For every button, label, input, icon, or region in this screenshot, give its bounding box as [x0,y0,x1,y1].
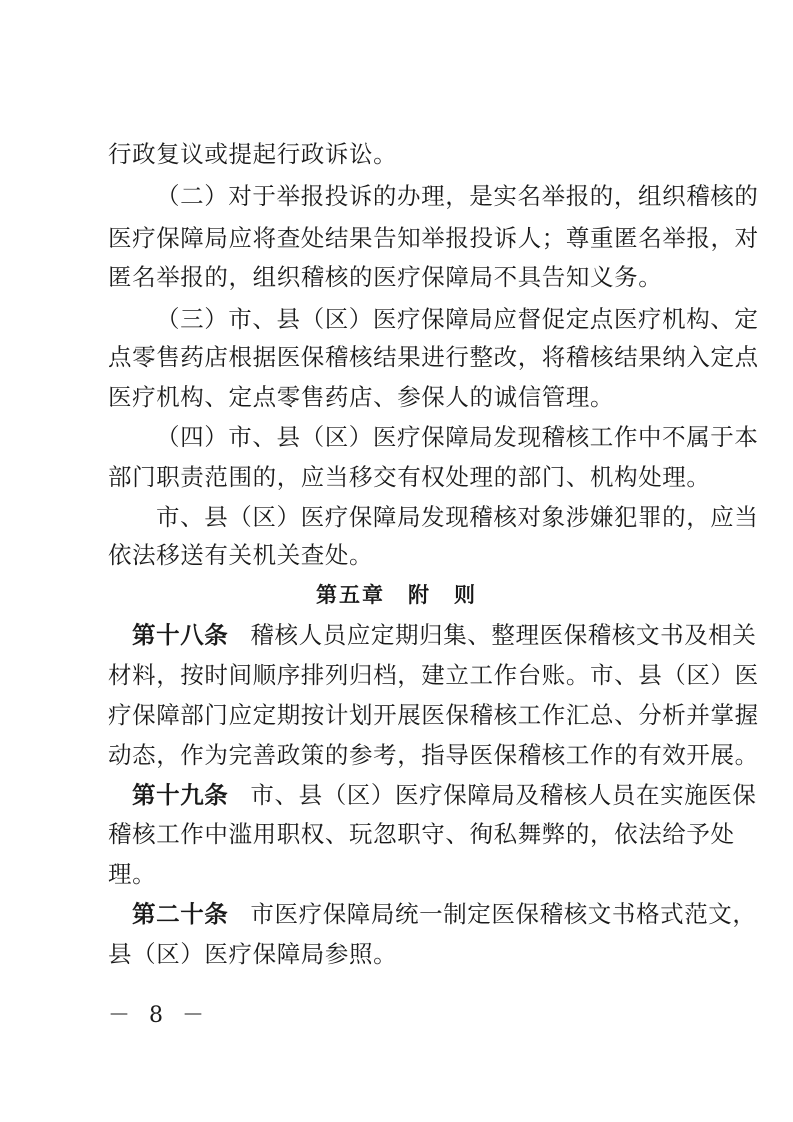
paragraph-line: 稽核工作中滥用职权、玩忽职守、徇私舞弊的，依法给予处 [108,820,735,848]
article-text: 稽核人员应定期归集、整理医保稽核文书及相关 [250,621,757,649]
page-number: － 8 － [108,1003,210,1028]
article-text: 市、县（区）医疗保障局及稽核人员在实施医保 [250,781,757,809]
article-line [132,780,757,810]
paragraph-line: 市、县（区）医疗保障局发现稽核对象涉嫌犯罪的，应当 [156,503,759,531]
paragraph-line: 行政复议或提起行政诉讼。 [108,140,398,168]
paragraph-line: 部门职责范围的，应当移交有权处理的部门、机构处理。 [108,463,711,491]
paragraph-line: （二）对于举报投诉的办理，是实名举报的，组织稽核的 [156,182,759,210]
paragraph-line: 动态，作为完善政策的参考，指导医保稽核工作的有效开展。 [108,741,759,769]
article-text: 市医疗保障局统一制定医保稽核文书格式范文， [250,900,757,928]
paragraph-line: （四）市、县（区）医疗保障局发现稽核工作中不属于本 [156,423,759,451]
article-label: 第二十条 [132,900,229,928]
paragraph-line: 材料，按时间顺序排列归档，建立工作台账。市、县（区）医 [108,661,759,689]
paragraph-line: 医疗机构、定点零售药店、参保人的诚信管理。 [108,383,615,411]
article-label: 第十八条 [132,621,229,649]
paragraph-line: 点零售药店根据医保稽核结果进行整改，将稽核结果纳入定点 [108,343,759,371]
paragraph-line: 医疗保障局应将查处结果告知举报投诉人；尊重匿名举报，对 [108,224,759,252]
paragraph-line: 匿名举报的，组织稽核的医疗保障局不具告知义务。 [108,263,663,291]
paragraph-line: 依法移送有关机关查处。 [108,541,374,569]
paragraph-line: 疗保障部门应定期按计划开展医保稽核工作汇总、分析并掌握 [108,701,759,729]
article-label: 第十九条 [132,781,229,809]
article-line [132,899,757,929]
paragraph-line: （三）市、县（区）医疗保障局应督促定点医疗机构、定 [156,305,759,333]
paragraph-line: 县（区）医疗保障局参照。 [108,940,398,968]
chapter-heading: 第五章 附 则 [316,583,477,607]
article-line [132,620,757,650]
paragraph-line: 理。 [108,860,157,888]
